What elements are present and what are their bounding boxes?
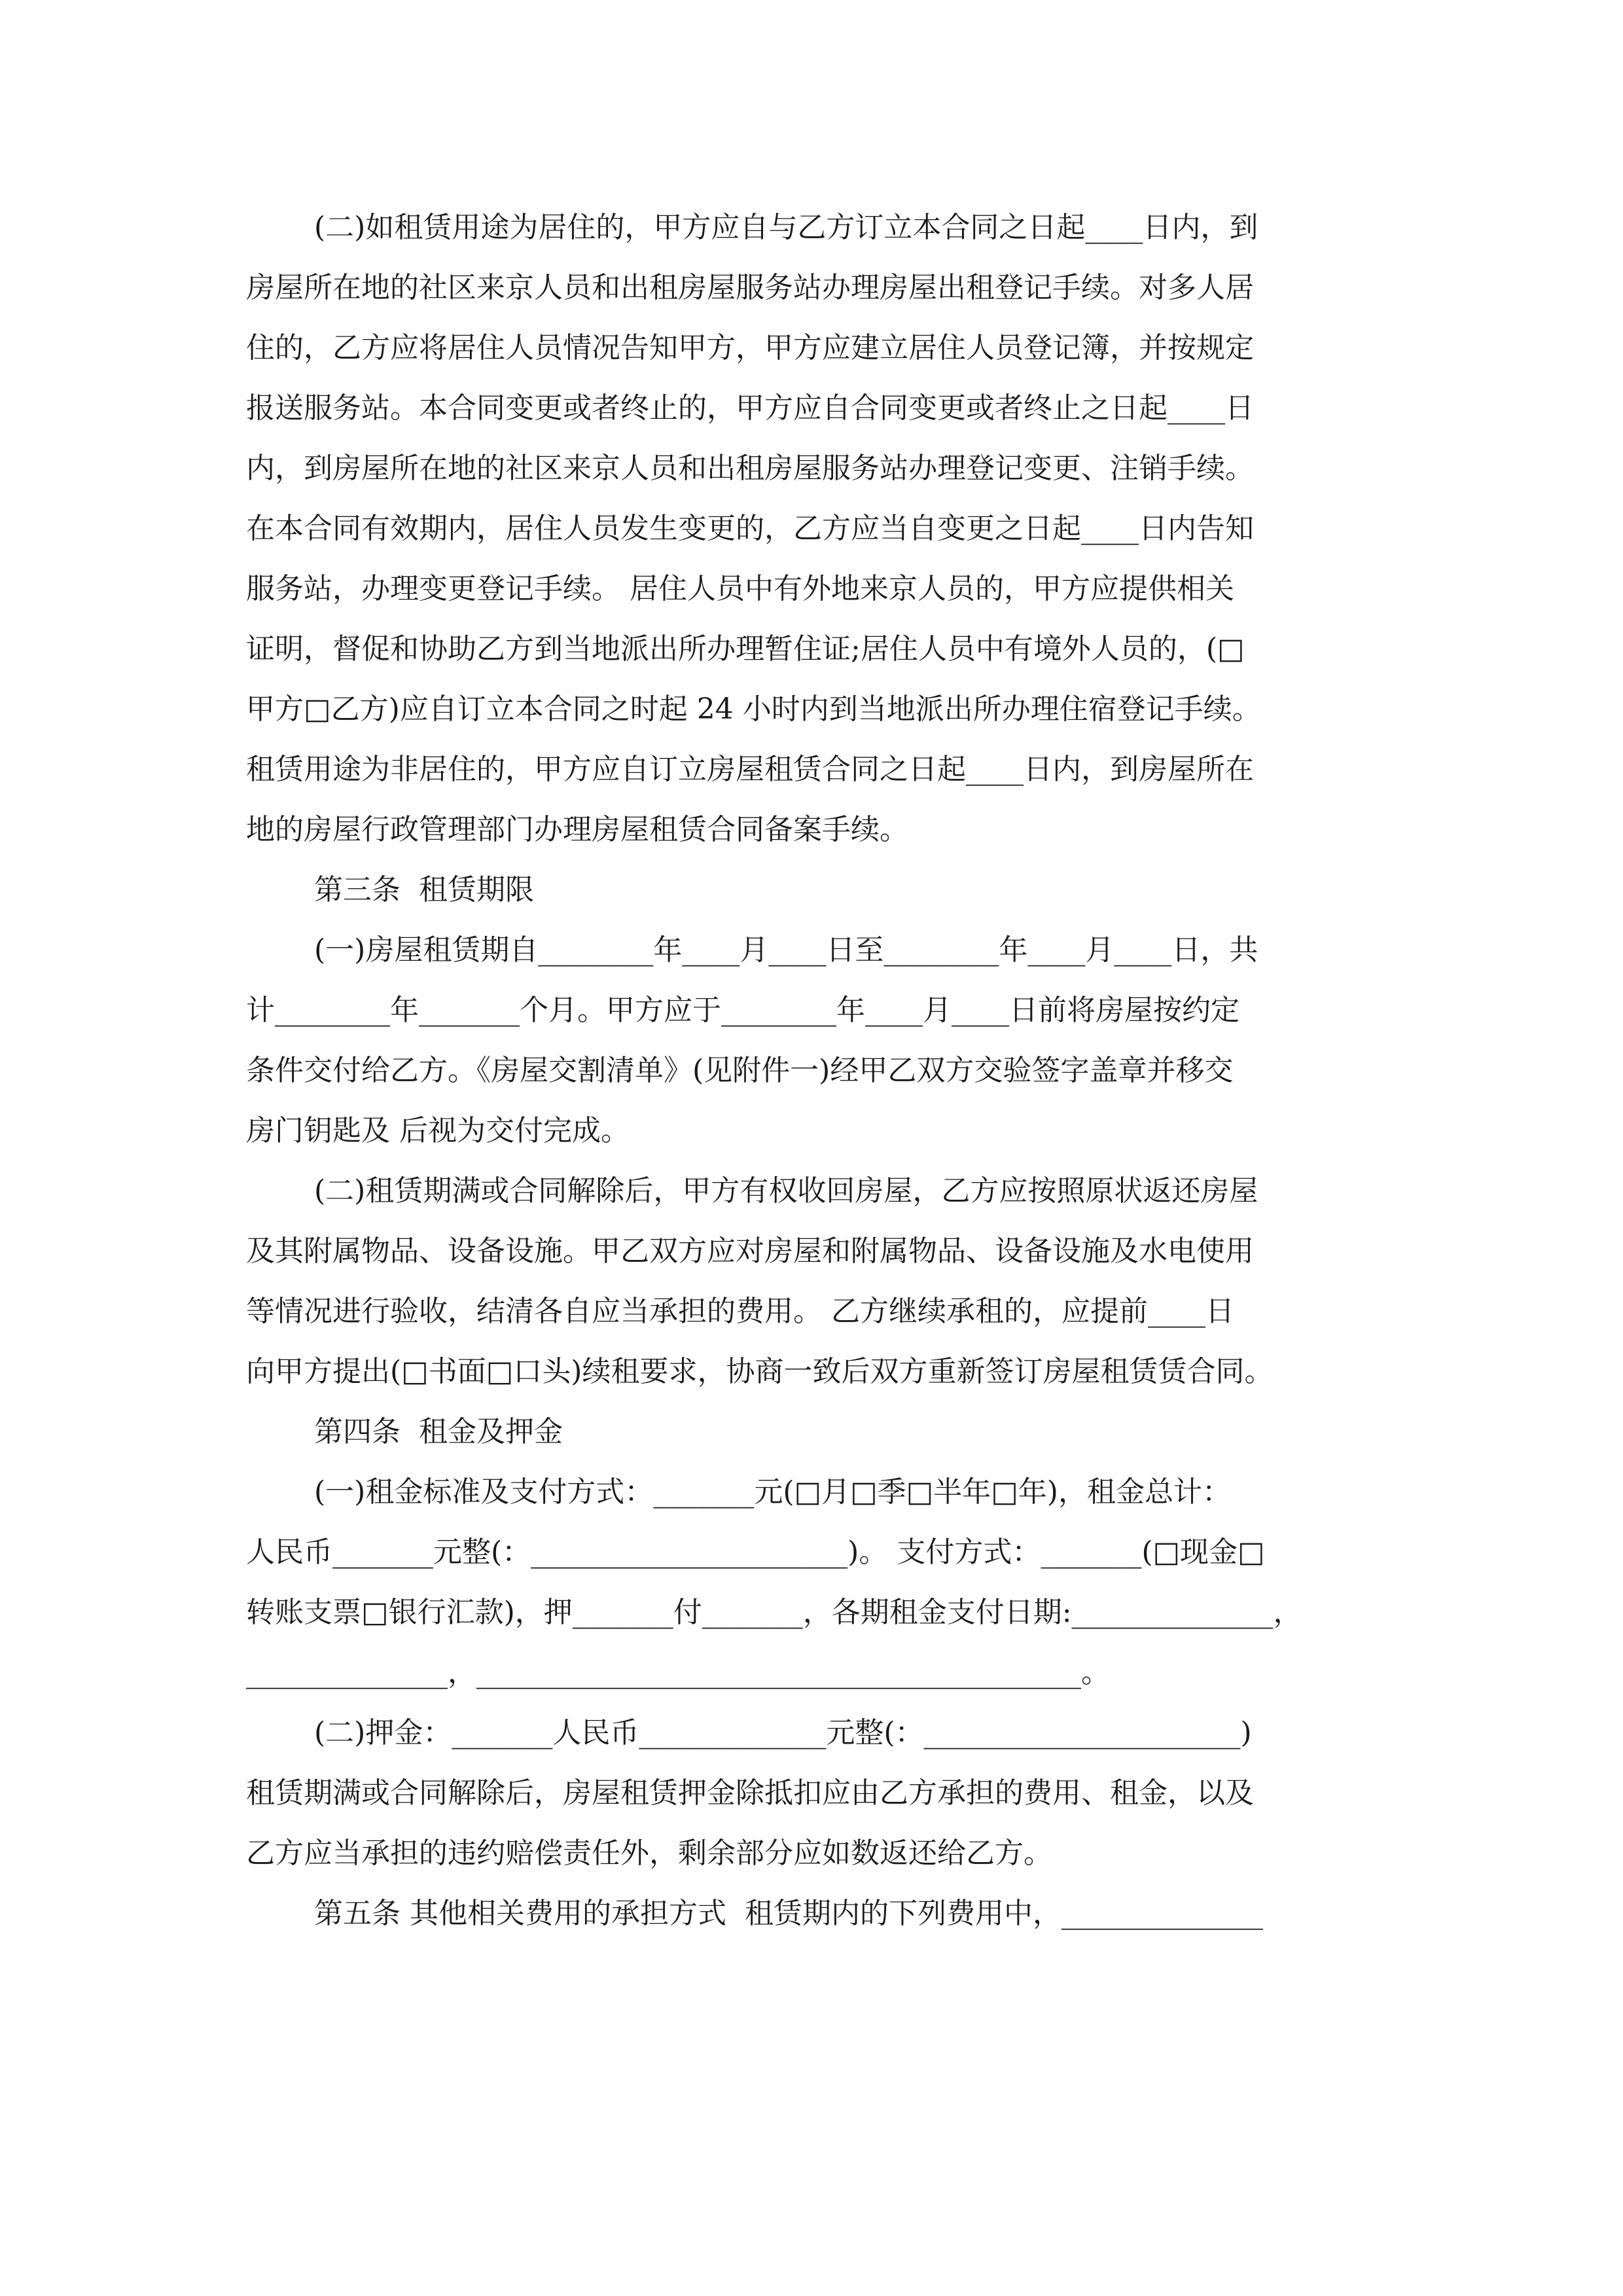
text-line: 向甲方提出(□书面□口头)续租要求，协商一致后双方重新签订房屋租赁赁合同。 [246, 1355, 1274, 1388]
text-line: 地的房屋行政管理部门办理房屋租赁合同备案手续。 [246, 813, 908, 846]
section-heading: 第四条 租金及押金 [314, 1415, 563, 1448]
text-line: 人民币_______元整(：______________________)。 支付方式：_______(□现金□ [246, 1535, 1265, 1569]
text-line: 房门钥匙及 后视为交付完成。 [246, 1114, 630, 1147]
text-line: 甲方□乙方)应自订立本合同之时起 24 小时内到当地派出所办理住宿登记手续。 [246, 692, 1261, 726]
text-line: 租赁用途为非居住的，甲方应自订立房屋租赁合同之日起____日内，到房屋所在 [246, 753, 1254, 786]
text-line: (二)如租赁用途为居住的，甲方应自与乙方订立本合同之日起____日内，到 [314, 211, 1258, 244]
text-line: (二)租赁期满或合同解除后，甲方有权收回房屋，乙方应按照原状返还房屋 [314, 1174, 1258, 1208]
text-line: (一)房屋租赁期自________年____月____日至________年____月____日，共 [314, 933, 1258, 967]
text-line: 报送服务站。本合同变更或者终止的，甲方应自合同变更或者终止之日起____日 [246, 391, 1254, 425]
section-heading: 第三条 租赁期限 [314, 873, 534, 906]
text-line: ______________，__________________________________________。 [246, 1656, 1110, 1689]
text-line: 第五条 其他相关费用的承担方式 租赁期内的下列费用中，______________ [314, 1897, 1263, 1930]
text-line: 条件交付给乙方。《房屋交割清单》(见附件一)经甲乙双方交验签字盖章并移交 [246, 1054, 1234, 1087]
text-line: (一)租金标准及支付方式：_______元(□月□季□半年□年)，租金总计： [314, 1475, 1231, 1509]
text-line: 住的，乙方应将居住人员情况告知甲方，甲方应建立居住人员登记簿，并按规定 [246, 331, 1254, 365]
text-line: 等情况进行验收，结清各自应当承担的费用。 乙方继续承租的，应提前____日 [246, 1295, 1234, 1328]
text-line: 证明，督促和协助乙方到当地派出所办理暂住证;居住人员中有境外人员的，(□ [246, 632, 1245, 666]
text-line: (二)押金：_______人民币_____________元整(：______________________) [314, 1716, 1252, 1749]
text-line: 内，到房屋所在地的社区来京人员和出租房屋服务站办理登记变更、注销手续。 [246, 452, 1254, 485]
text-line: 在本合同有效期内，居住人员发生变更的，乙方应当自变更之日起____日内告知 [246, 512, 1254, 545]
text-line: 计________年_______个月。甲方应于________年____月____日前将房屋按约定 [246, 994, 1240, 1027]
text-line: 房屋所在地的社区来京人员和出租房屋服务站办理房屋出租登记手续。对多人居 [246, 271, 1254, 304]
text-line: 转账支票□银行汇款)，押_______付_______，各期租金支付日期:______________， [246, 1596, 1302, 1629]
text-line: 及其附属物品、设备设施。甲乙双方应对房屋和附属物品、设备设施及水电使用 [246, 1234, 1254, 1268]
text-line: 租赁期满或合同解除后，房屋租赁押金除抵扣应由乙方承担的费用、租金，以及 [246, 1776, 1254, 1810]
text-line: 服务站，办理变更登记手续。 居住人员中有外地来京人员的，甲方应提供相关 [246, 572, 1234, 605]
text-line: 乙方应当承担的违约赔偿责任外，剩余部分应如数返还给乙方。 [246, 1837, 1052, 1870]
